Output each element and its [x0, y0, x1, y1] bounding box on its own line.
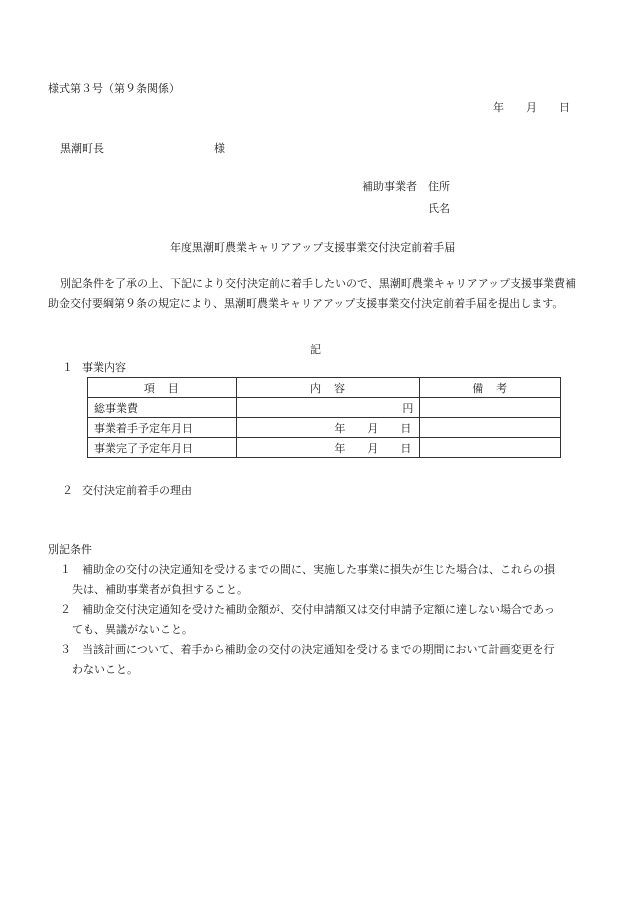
form-number: 様式第３号（第９条関係）: [48, 82, 180, 95]
addressee-name: 黒潮町長: [60, 142, 104, 155]
condition-1-line-2: 失は、補助事業者が負担すること。: [72, 583, 248, 596]
body-line-1: 別記条件を了承の上、下記により交付決定前に着手したいので、黒潮町農業キャリアアップ支援事業費補: [60, 277, 577, 290]
row-content: 年 月 日: [236, 418, 420, 438]
row-content: 年 月 日: [236, 438, 420, 458]
condition-2-line-2: ても、異議がないこと。: [72, 623, 193, 636]
row-note: [420, 438, 561, 458]
table-row: [88, 398, 561, 418]
table-header-row: [88, 378, 561, 398]
date-line: 年 月 日: [493, 101, 570, 114]
header-item: 項 目: [88, 378, 237, 398]
row-note: [420, 418, 561, 438]
header-note: 備 考: [420, 378, 561, 398]
document-title: 年度黒潮町農業キャリアアップ支援事業交付決定前着手届: [170, 241, 456, 254]
condition-3-line-1: 当該計画について、着手から補助金の交付の決定通知を受けるまでの期間において計画変更を行: [82, 643, 555, 656]
section2-title: 交付決定前着手の理由: [82, 484, 192, 497]
applicant-role: 補助事業者: [362, 180, 417, 193]
condition-3-number: ３: [60, 643, 71, 656]
row-item: 総事業費: [88, 398, 237, 418]
row-item: 事業完了予定年月日: [88, 438, 237, 458]
section2-number: ２: [62, 484, 73, 497]
business-details-table: [87, 377, 561, 458]
addressee-suffix: 様: [214, 142, 225, 155]
conditions-heading: 別記条件: [48, 543, 92, 556]
row-content: 円: [236, 398, 420, 418]
body-line-2: 助金交付要綱第９条の規定により、黒潮町農業キャリアアップ支援事業交付決定前着手届を提出します。: [48, 297, 564, 310]
row-note: [420, 398, 561, 418]
ki-heading: 記: [310, 343, 321, 356]
header-content: 内 容: [236, 378, 420, 398]
section1-title: 事業内容: [82, 361, 126, 374]
section1-number: １: [62, 361, 73, 374]
condition-3-line-2: わないこと。: [72, 663, 138, 676]
applicant-name-label: 氏名: [428, 202, 450, 215]
applicant-address-label: 住所: [428, 180, 450, 193]
row-item: 事業着手予定年月日: [88, 418, 237, 438]
condition-2-number: ２: [60, 603, 71, 616]
table-row: [88, 418, 561, 438]
condition-1-line-1: 補助金の交付の決定通知を受けるまでの間に、実施した事業に損失が生じた場合は、これらの損: [82, 563, 555, 576]
table-row: [88, 438, 561, 458]
condition-2-line-1: 補助金交付決定通知を受けた補助金額が、交付申請額又は交付申請予定額に達しない場合であっ: [82, 603, 555, 616]
condition-1-number: １: [60, 563, 71, 576]
